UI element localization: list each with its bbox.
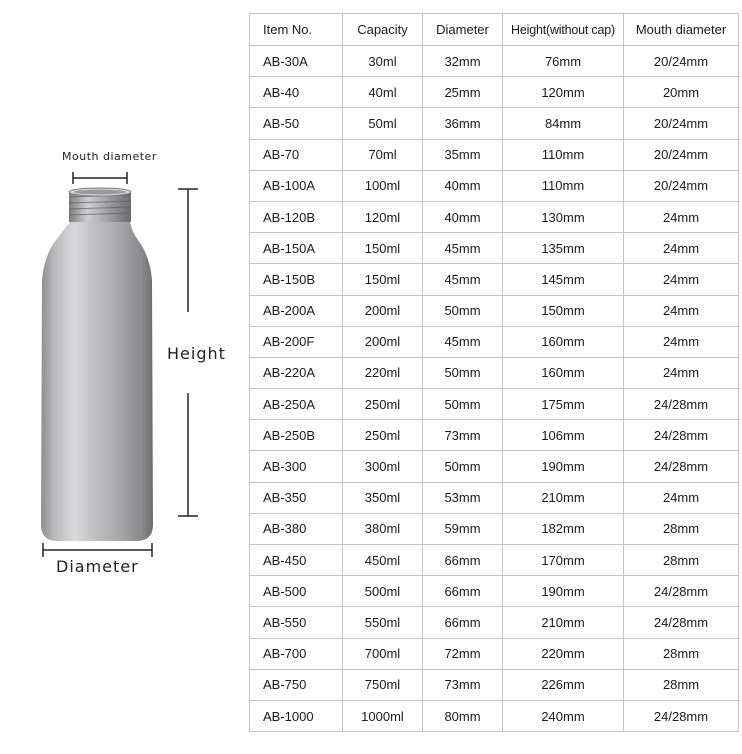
mouth-diameter-marker: [73, 172, 127, 184]
cell-capacity: 350ml: [343, 482, 423, 513]
cell-item-no: AB-350: [250, 482, 343, 513]
cell-item-no: AB-380: [250, 513, 343, 544]
cell-mouth-diameter: 24mm: [624, 264, 739, 295]
cell-height: 84mm: [503, 108, 624, 139]
table-row: [250, 576, 739, 607]
cell-height: 175mm: [503, 389, 624, 420]
cell-diameter: 66mm: [423, 545, 503, 576]
table-row: [250, 233, 739, 264]
mouth-diameter-label: Mouth diameter: [62, 150, 157, 163]
cell-item-no: AB-40: [250, 77, 343, 108]
table-row: [250, 607, 739, 638]
cell-capacity: 30ml: [343, 46, 423, 77]
cell-mouth-diameter: 24/28mm: [624, 700, 739, 731]
cell-height: 106mm: [503, 420, 624, 451]
cell-height: 76mm: [503, 46, 624, 77]
cell-diameter: 40mm: [423, 170, 503, 201]
cell-diameter: 50mm: [423, 357, 503, 388]
table-row: [250, 170, 739, 201]
cell-diameter: 45mm: [423, 233, 503, 264]
cell-item-no: AB-700: [250, 638, 343, 669]
cell-item-no: AB-200A: [250, 295, 343, 326]
cell-diameter: 59mm: [423, 513, 503, 544]
header-capacity: Capacity: [343, 14, 423, 46]
cell-mouth-diameter: 24mm: [624, 326, 739, 357]
cell-height: 240mm: [503, 700, 624, 731]
cell-diameter: 45mm: [423, 264, 503, 295]
cell-capacity: 250ml: [343, 420, 423, 451]
cell-height: 135mm: [503, 233, 624, 264]
cell-diameter: 73mm: [423, 669, 503, 700]
cell-height: 110mm: [503, 139, 624, 170]
cell-height: 190mm: [503, 451, 624, 482]
cell-mouth-diameter: 28mm: [624, 669, 739, 700]
cell-capacity: 200ml: [343, 326, 423, 357]
cell-capacity: 380ml: [343, 513, 423, 544]
table-row: [250, 139, 739, 170]
cell-capacity: 300ml: [343, 451, 423, 482]
cell-capacity: 220ml: [343, 357, 423, 388]
cell-mouth-diameter: 24mm: [624, 357, 739, 388]
cell-capacity: 120ml: [343, 201, 423, 232]
cell-height: 150mm: [503, 295, 624, 326]
header-item-no: Item No.: [250, 14, 343, 46]
cell-capacity: 150ml: [343, 264, 423, 295]
cell-item-no: AB-150A: [250, 233, 343, 264]
cell-item-no: AB-200F: [250, 326, 343, 357]
cell-mouth-diameter: 24mm: [624, 233, 739, 264]
header-height: Height(without cap): [503, 14, 624, 46]
cell-mouth-diameter: 28mm: [624, 545, 739, 576]
cell-item-no: AB-550: [250, 607, 343, 638]
cell-diameter: 53mm: [423, 482, 503, 513]
cell-item-no: AB-150B: [250, 264, 343, 295]
cell-height: 190mm: [503, 576, 624, 607]
cell-capacity: 500ml: [343, 576, 423, 607]
cell-mouth-diameter: 24/28mm: [624, 420, 739, 451]
table-row: [250, 77, 739, 108]
cell-mouth-diameter: 24mm: [624, 201, 739, 232]
cell-item-no: AB-450: [250, 545, 343, 576]
table-row: [250, 700, 739, 731]
cell-capacity: 50ml: [343, 108, 423, 139]
cell-item-no: AB-750: [250, 669, 343, 700]
cell-mouth-diameter: 20mm: [624, 77, 739, 108]
cell-height: 210mm: [503, 607, 624, 638]
cell-height: 170mm: [503, 545, 624, 576]
cell-height: 120mm: [503, 77, 624, 108]
table-row: [250, 201, 739, 232]
cell-item-no: AB-250A: [250, 389, 343, 420]
table-row: [250, 357, 739, 388]
cell-item-no: AB-50: [250, 108, 343, 139]
header-diameter: Diameter: [423, 14, 503, 46]
cell-mouth-diameter: 28mm: [624, 638, 739, 669]
cell-height: 160mm: [503, 357, 624, 388]
diameter-marker: [43, 543, 152, 557]
cell-diameter: 36mm: [423, 108, 503, 139]
table-row: [250, 389, 739, 420]
cell-mouth-diameter: 24/28mm: [624, 389, 739, 420]
height-label: Height: [167, 344, 226, 363]
cell-diameter: 73mm: [423, 420, 503, 451]
cell-height: 226mm: [503, 669, 624, 700]
cell-diameter: 66mm: [423, 607, 503, 638]
cell-diameter: 50mm: [423, 295, 503, 326]
table-row: [250, 108, 739, 139]
cell-capacity: 150ml: [343, 233, 423, 264]
cell-mouth-diameter: 24/28mm: [624, 576, 739, 607]
table-row: [250, 482, 739, 513]
diameter-label: Diameter: [56, 557, 139, 576]
cell-mouth-diameter: 28mm: [624, 513, 739, 544]
cell-capacity: 200ml: [343, 295, 423, 326]
cell-diameter: 35mm: [423, 139, 503, 170]
cell-mouth-diameter: 20/24mm: [624, 108, 739, 139]
cell-capacity: 1000ml: [343, 700, 423, 731]
specification-table: [249, 13, 739, 732]
cell-mouth-diameter: 24/28mm: [624, 451, 739, 482]
cell-diameter: 66mm: [423, 576, 503, 607]
cell-height: 160mm: [503, 326, 624, 357]
cell-item-no: AB-70: [250, 139, 343, 170]
cell-mouth-diameter: 20/24mm: [624, 170, 739, 201]
cell-capacity: 40ml: [343, 77, 423, 108]
table-row: [250, 451, 739, 482]
cell-diameter: 40mm: [423, 201, 503, 232]
table-row: [250, 295, 739, 326]
cell-height: 220mm: [503, 638, 624, 669]
table-row: [250, 513, 739, 544]
cell-mouth-diameter: 20/24mm: [624, 46, 739, 77]
cell-diameter: 32mm: [423, 46, 503, 77]
cell-capacity: 100ml: [343, 170, 423, 201]
table-row: [250, 264, 739, 295]
cell-capacity: 750ml: [343, 669, 423, 700]
cell-capacity: 70ml: [343, 139, 423, 170]
cell-height: 182mm: [503, 513, 624, 544]
table-body: [250, 46, 739, 732]
table-row: [250, 326, 739, 357]
cell-mouth-diameter: 20/24mm: [624, 139, 739, 170]
cell-mouth-diameter: 24mm: [624, 482, 739, 513]
cell-diameter: 45mm: [423, 326, 503, 357]
cell-diameter: 50mm: [423, 451, 503, 482]
cell-item-no: AB-250B: [250, 420, 343, 451]
cell-height: 130mm: [503, 201, 624, 232]
cell-diameter: 25mm: [423, 77, 503, 108]
cell-capacity: 700ml: [343, 638, 423, 669]
table-row: [250, 669, 739, 700]
table-row: [250, 46, 739, 77]
table-row: [250, 420, 739, 451]
table-row: [250, 545, 739, 576]
header-mouth-diameter: Mouth diameter: [624, 14, 739, 46]
bottle-illustration: [0, 0, 248, 754]
cell-item-no: AB-220A: [250, 357, 343, 388]
cell-mouth-diameter: 24mm: [624, 295, 739, 326]
cell-item-no: AB-1000: [250, 700, 343, 731]
cell-diameter: 50mm: [423, 389, 503, 420]
cell-height: 110mm: [503, 170, 624, 201]
cell-height: 145mm: [503, 264, 624, 295]
cell-item-no: AB-100A: [250, 170, 343, 201]
cell-height: 210mm: [503, 482, 624, 513]
aluminum-bottle-icon: [0, 0, 248, 754]
cell-capacity: 450ml: [343, 545, 423, 576]
cell-diameter: 80mm: [423, 700, 503, 731]
cell-capacity: 250ml: [343, 389, 423, 420]
cell-capacity: 550ml: [343, 607, 423, 638]
cell-mouth-diameter: 24/28mm: [624, 607, 739, 638]
cell-item-no: AB-500: [250, 576, 343, 607]
cell-item-no: AB-300: [250, 451, 343, 482]
table-row: [250, 638, 739, 669]
cell-diameter: 72mm: [423, 638, 503, 669]
table-header-row: [250, 14, 739, 46]
cell-item-no: AB-30A: [250, 46, 343, 77]
cell-item-no: AB-120B: [250, 201, 343, 232]
